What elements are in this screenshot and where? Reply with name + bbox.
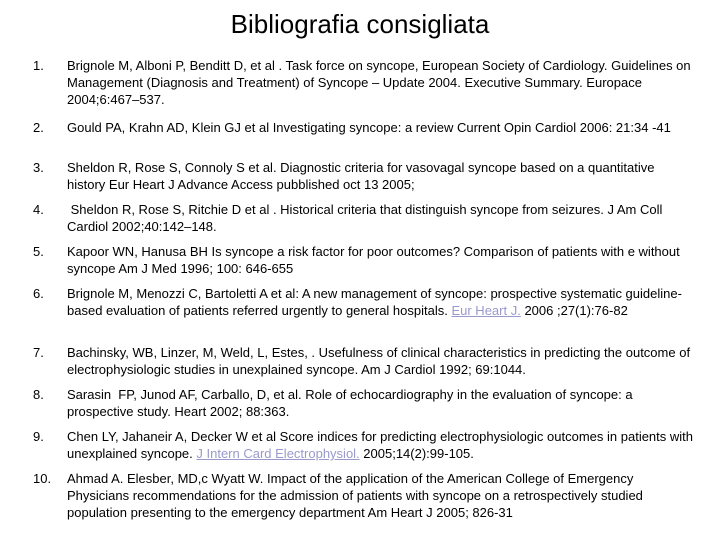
- reference-text: [67, 386, 695, 420]
- reference-number: 5.: [33, 244, 44, 259]
- reference-text-part: Sheldon R, Rose S, Connoly S et al. Diagnostic criteria for vasovagal syncope based on a quantitative history Eur Heart J Advance Access pubblished oct 13 2005;: [67, 160, 655, 192]
- reference-text-part: Ahmad A. Elesber, MD,c Wyatt W. Impact of the application of the American College of Emergency Physicians recommendations for the admission of patients with syncope on a retrospectively studied population presenting to the emergency department Am Heart J 2005; 826-31: [67, 471, 643, 520]
- reference-number: 1.: [33, 58, 44, 73]
- reference-number: 6.: [33, 286, 44, 301]
- reference-number: 9.: [33, 429, 44, 444]
- page-title: Bibliografia consigliata: [230, 9, 490, 39]
- reference-text-part: 2005;14(2):99-105.: [359, 446, 474, 461]
- reference-text-part: Sarasin FP, Junod AF, Carballo, D, et al. Role of echocardiography in the evaluation of syncope: a prospective study. Heart 2002; 88:363.: [67, 387, 637, 419]
- reference-text-part: Sheldon R, Rose S, Ritchie D et al . Historical criteria that distinguish syncope from seizures. J Am Coll Cardiol 2002;40:142–148.: [67, 202, 666, 234]
- reference-text: [67, 344, 695, 378]
- reference-text-part: Chen LY, Jahaneir A, Decker W et al Score indices for predicting electrophysiologic outcomes in patients with unexplained syncope.: [67, 429, 694, 461]
- reference-text: [67, 428, 695, 462]
- reference-text: [67, 243, 695, 277]
- reference-text-part: Brignole M, Alboni P, Benditt D, et al . Task force on syncope, European Society of Cardiology. Guidelines on Management (Diagnosis and Treatment) of Syncope – Update 2004. Executive Summary. Europace 2004;6:467–537.: [67, 58, 691, 107]
- journal-link[interactable]: Eur Heart J.: [451, 303, 521, 318]
- reference-text: [67, 119, 695, 136]
- reference-number: 2.: [33, 120, 44, 135]
- reference-text-part: 2006 ;27(1):76-82: [520, 303, 628, 318]
- reference-text: [67, 470, 695, 521]
- reference-text-part: Brignole M, Menozzi C, Bartoletti A et al: A new management of syncope: prospective systematic guideline-based evaluation of patients referred urgently to general hospitals.: [67, 286, 682, 318]
- journal-link[interactable]: J Intern Card Electrophysiol.: [196, 446, 360, 461]
- reference-text-part: Gould PA, Krahn AD, Klein GJ et al Investigating syncope: a review Current Opin Cardiol 2006: 21:34 -41: [67, 120, 671, 135]
- reference-text-part: Kapoor WN, Hanusa BH Is syncope a risk factor for poor outcomes? Comparison of patients with e without syncope Am J Med 1996; 100: 646-655: [67, 244, 680, 276]
- reference-text: [67, 57, 695, 108]
- reference-number: 7.: [33, 345, 44, 360]
- reference-text: [67, 285, 695, 319]
- reference-number: 3.: [33, 160, 44, 175]
- reference-text: [67, 201, 695, 235]
- reference-number: 4.: [33, 202, 44, 217]
- reference-text: [67, 159, 695, 193]
- reference-number: 10.: [33, 471, 52, 486]
- reference-number: 8.: [33, 387, 44, 402]
- reference-text-part: Bachinsky, WB, Linzer, M, Weld, L, Estes, . Usefulness of clinical characteristics in predicting the outcome of electrophysiologic studies in unexplained syncope. Am J Cardiol 1992; 69:1044.: [67, 345, 691, 377]
